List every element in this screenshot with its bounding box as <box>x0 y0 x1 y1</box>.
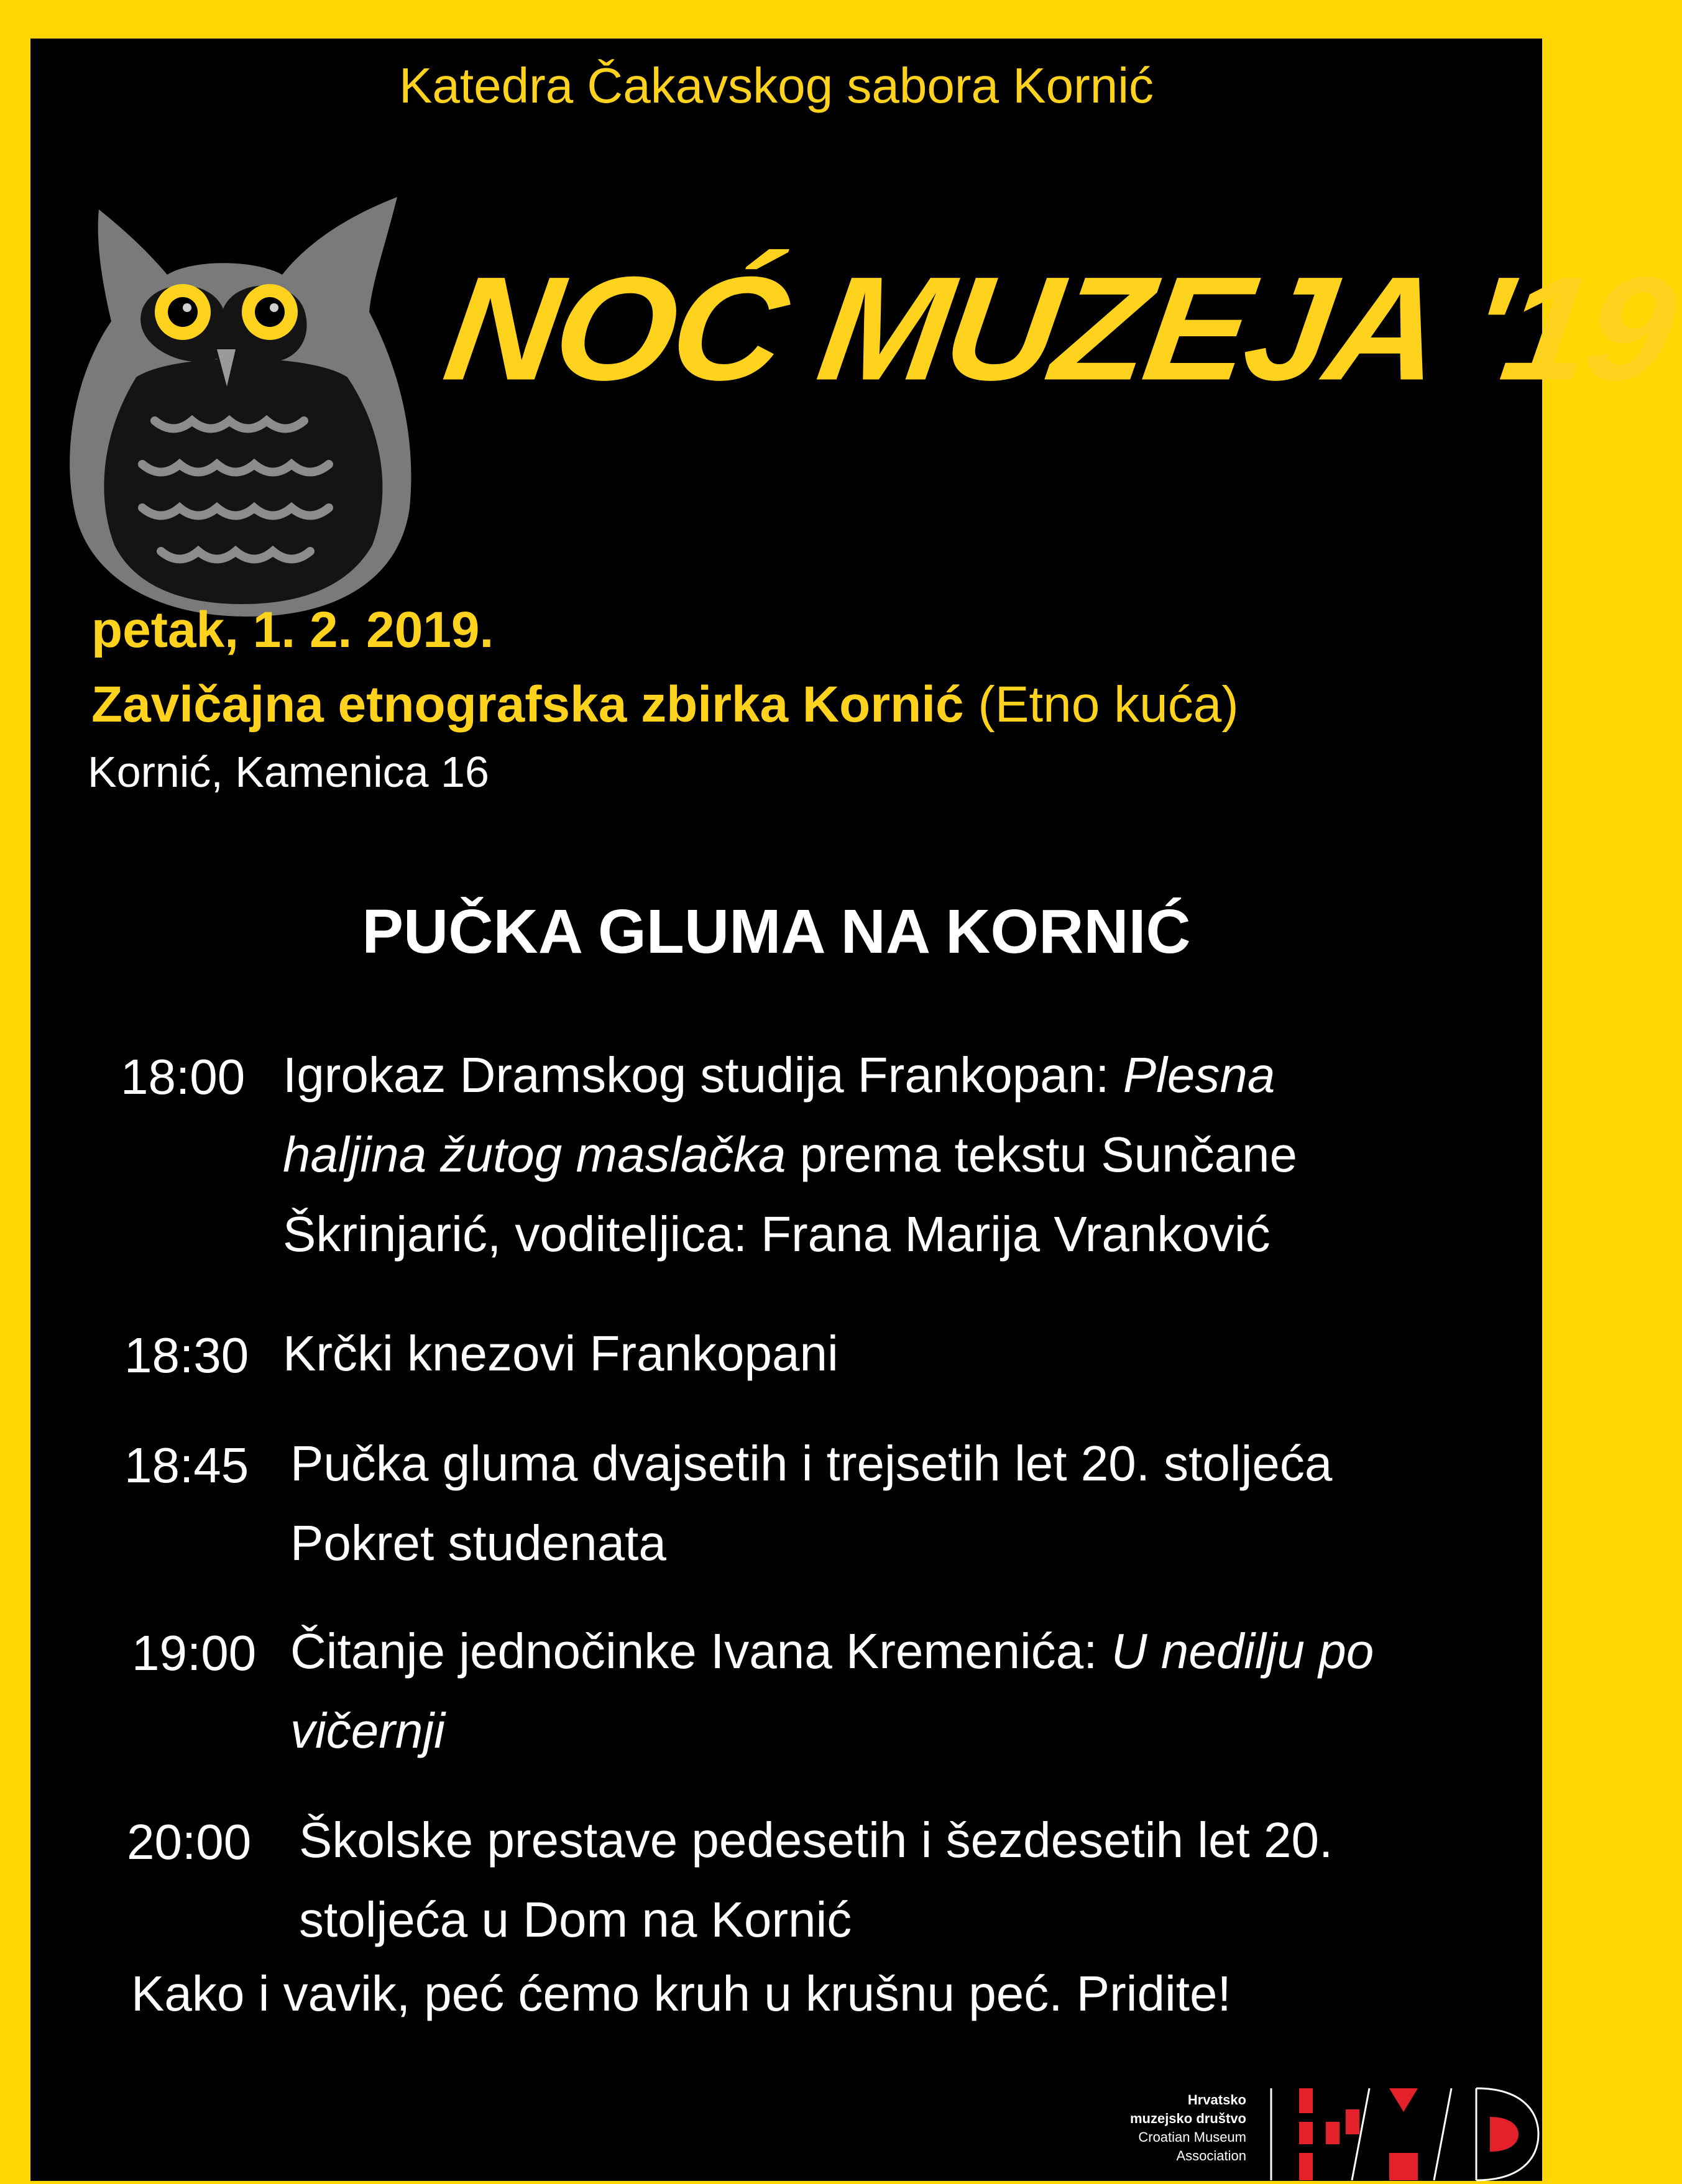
hmd-logo-icon <box>1271 2085 1545 2184</box>
program-time: 18:30 <box>124 1328 249 1383</box>
description-italic: U nedilju po <box>1111 1623 1374 1679</box>
description-line: stoljeća u Dom na Kornić <box>299 1892 852 1947</box>
closing-message: Kako i vavik, peć ćemo kruh u krušnu peć. Pridite! <box>131 1966 1231 2021</box>
program-time: 19:00 <box>132 1625 257 1681</box>
association-line: Association <box>1176 2148 1246 2163</box>
program-description <box>290 1612 1374 1771</box>
logo-title: NOĆ MUZEJA '19 <box>436 245 1682 411</box>
event-date: petak, 1. 2. 2019. <box>91 602 494 658</box>
event-venue <box>91 676 1239 734</box>
venue-name: Zavičajna etnografska zbirka Kornić <box>91 676 964 733</box>
program-description <box>299 1801 1333 1960</box>
program-time: 18:00 <box>121 1049 246 1104</box>
description-line <box>290 1612 1374 1691</box>
association-line: Hrvatsko <box>1187 2092 1246 2108</box>
event-address: Kornić, Kamenica 16 <box>88 748 489 796</box>
owl-icon <box>49 172 422 620</box>
description-italic: Plesna <box>1123 1047 1275 1103</box>
association-name <box>998 2091 1246 2165</box>
description-text: prema tekstu Sunčane <box>786 1127 1298 1182</box>
description-line <box>283 1035 1297 1115</box>
program-title: PUČKA GLUMA NA KORNIĆ <box>362 897 1191 966</box>
description-italic: haljina žutog maslačka <box>283 1127 786 1182</box>
description-italic: vičernji <box>290 1703 445 1758</box>
description-line: Škrinjarić, voditeljica: Frana Marija Vranković <box>283 1206 1271 1262</box>
description-line: Školske prestave pedesetih i šezdesetih let 20. <box>299 1812 1333 1868</box>
association-line: Croatian Museum <box>1138 2129 1246 2145</box>
program-description <box>290 1424 1332 1583</box>
program-description <box>283 1035 1297 1274</box>
description-text: Čitanje jednočinke Ivana Kremenića: <box>290 1623 1111 1679</box>
association-line: muzejsko društvo <box>1129 2111 1246 2126</box>
description-line <box>290 1691 1374 1771</box>
organizer-title: Katedra Čakavskog sabora Kornić <box>399 58 1154 113</box>
program-time: 18:45 <box>124 1438 249 1493</box>
program-time: 20:00 <box>127 1814 252 1870</box>
description-line: Krčki knezovi Frankopani <box>283 1326 839 1381</box>
poster <box>30 39 1682 2181</box>
description-text: Igrokaz Dramskog studija Frankopan: <box>283 1047 1123 1103</box>
program-description <box>283 1314 839 1393</box>
description-line: Pučka gluma dvajsetih i trejsetih let 20. stoljeća <box>290 1436 1333 1491</box>
description-line: Pokret studenata <box>290 1515 666 1571</box>
description-line <box>283 1115 1297 1195</box>
venue-note: (Etno kuća) <box>963 676 1239 733</box>
